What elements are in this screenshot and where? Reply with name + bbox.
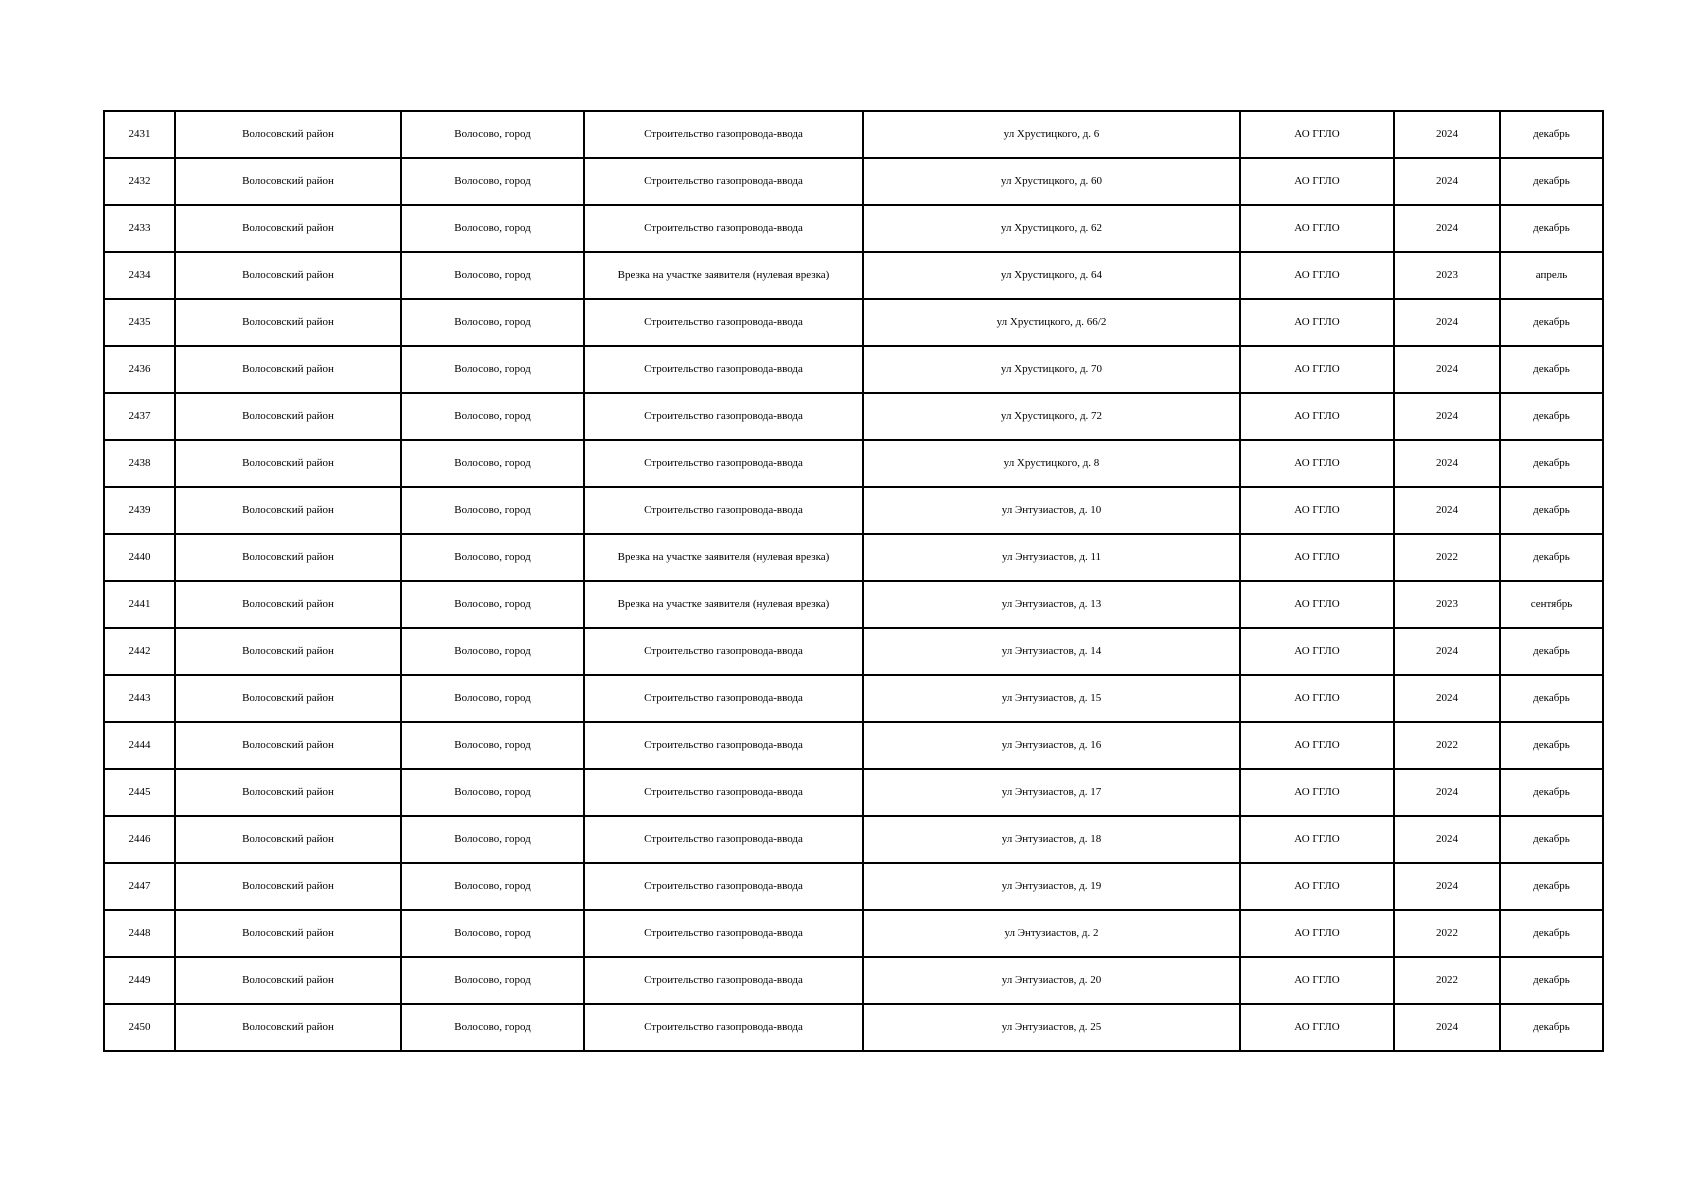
month-cell: сентябрь	[1500, 581, 1603, 628]
work-type-cell: Врезка на участке заявителя (нулевая врезка)	[584, 534, 863, 581]
address-cell: ул Хрустицкого, д. 70	[863, 346, 1240, 393]
address-cell: ул Энтузиастов, д. 15	[863, 675, 1240, 722]
row-number-cell: 2434	[104, 252, 175, 299]
address-cell: ул Энтузиастов, д. 17	[863, 769, 1240, 816]
organization-cell: АО ГГЛО	[1240, 440, 1394, 487]
month-cell: декабрь	[1500, 816, 1603, 863]
year-cell: 2024	[1394, 863, 1500, 910]
district-cell: Волосовский район	[175, 440, 401, 487]
table-row	[104, 863, 1603, 910]
table-row	[104, 910, 1603, 957]
settlement-cell: Волосово, город	[401, 675, 584, 722]
row-number-cell: 2431	[104, 111, 175, 158]
work-type-cell: Строительство газопровода-ввода	[584, 1004, 863, 1051]
address-cell: ул Хрустицкого, д. 64	[863, 252, 1240, 299]
settlement-cell: Волосово, город	[401, 910, 584, 957]
settlement-cell: Волосово, город	[401, 534, 584, 581]
settlement-cell: Волосово, город	[401, 863, 584, 910]
month-cell: декабрь	[1500, 769, 1603, 816]
table-row	[104, 252, 1603, 299]
district-cell: Волосовский район	[175, 769, 401, 816]
organization-cell: АО ГГЛО	[1240, 393, 1394, 440]
settlement-cell: Волосово, город	[401, 252, 584, 299]
district-cell: Волосовский район	[175, 487, 401, 534]
organization-cell: АО ГГЛО	[1240, 487, 1394, 534]
district-cell: Волосовский район	[175, 205, 401, 252]
month-cell: декабрь	[1500, 910, 1603, 957]
month-cell: декабрь	[1500, 487, 1603, 534]
table-row	[104, 487, 1603, 534]
year-cell: 2024	[1394, 1004, 1500, 1051]
row-number-cell: 2432	[104, 158, 175, 205]
table-row	[104, 158, 1603, 205]
organization-cell: АО ГГЛО	[1240, 534, 1394, 581]
settlement-cell: Волосово, город	[401, 816, 584, 863]
district-cell: Волосовский район	[175, 252, 401, 299]
work-type-cell: Строительство газопровода-ввода	[584, 440, 863, 487]
month-cell: декабрь	[1500, 111, 1603, 158]
organization-cell: АО ГГЛО	[1240, 722, 1394, 769]
settlement-cell: Волосово, город	[401, 158, 584, 205]
work-type-cell: Строительство газопровода-ввода	[584, 628, 863, 675]
work-type-cell: Строительство газопровода-ввода	[584, 111, 863, 158]
table-row	[104, 957, 1603, 1004]
year-cell: 2024	[1394, 393, 1500, 440]
district-cell: Волосовский район	[175, 534, 401, 581]
settlement-cell: Волосово, город	[401, 769, 584, 816]
year-cell: 2024	[1394, 769, 1500, 816]
district-cell: Волосовский район	[175, 863, 401, 910]
year-cell: 2024	[1394, 346, 1500, 393]
row-number-cell: 2448	[104, 910, 175, 957]
address-cell: ул Энтузиастов, д. 18	[863, 816, 1240, 863]
district-cell: Волосовский район	[175, 675, 401, 722]
district-cell: Волосовский район	[175, 910, 401, 957]
settlement-cell: Волосово, город	[401, 957, 584, 1004]
row-number-cell: 2440	[104, 534, 175, 581]
work-type-cell: Строительство газопровода-ввода	[584, 158, 863, 205]
work-type-cell: Строительство газопровода-ввода	[584, 393, 863, 440]
address-cell: ул Хрустицкого, д. 8	[863, 440, 1240, 487]
settlement-cell: Волосово, город	[401, 111, 584, 158]
month-cell: декабрь	[1500, 863, 1603, 910]
work-type-cell: Строительство газопровода-ввода	[584, 957, 863, 1004]
year-cell: 2022	[1394, 722, 1500, 769]
month-cell: декабрь	[1500, 440, 1603, 487]
settlement-cell: Волосово, город	[401, 393, 584, 440]
table-row	[104, 299, 1603, 346]
organization-cell: АО ГГЛО	[1240, 910, 1394, 957]
row-number-cell: 2433	[104, 205, 175, 252]
address-cell: ул Энтузиастов, д. 14	[863, 628, 1240, 675]
settlement-cell: Волосово, город	[401, 487, 584, 534]
row-number-cell: 2441	[104, 581, 175, 628]
organization-cell: АО ГГЛО	[1240, 299, 1394, 346]
address-cell: ул Энтузиастов, д. 10	[863, 487, 1240, 534]
year-cell: 2024	[1394, 628, 1500, 675]
table-row	[104, 769, 1603, 816]
work-type-cell: Строительство газопровода-ввода	[584, 346, 863, 393]
work-type-cell: Строительство газопровода-ввода	[584, 910, 863, 957]
month-cell: декабрь	[1500, 1004, 1603, 1051]
row-number-cell: 2449	[104, 957, 175, 1004]
row-number-cell: 2436	[104, 346, 175, 393]
row-number-cell: 2438	[104, 440, 175, 487]
settlement-cell: Волосово, город	[401, 628, 584, 675]
address-cell: ул Энтузиастов, д. 11	[863, 534, 1240, 581]
organization-cell: АО ГГЛО	[1240, 346, 1394, 393]
district-cell: Волосовский район	[175, 722, 401, 769]
address-cell: ул Хрустицкого, д. 66/2	[863, 299, 1240, 346]
organization-cell: АО ГГЛО	[1240, 1004, 1394, 1051]
address-cell: ул Хрустицкого, д. 62	[863, 205, 1240, 252]
work-type-cell: Строительство газопровода-ввода	[584, 722, 863, 769]
row-number-cell: 2450	[104, 1004, 175, 1051]
organization-cell: АО ГГЛО	[1240, 252, 1394, 299]
row-number-cell: 2442	[104, 628, 175, 675]
work-type-cell: Строительство газопровода-ввода	[584, 769, 863, 816]
table-body	[104, 111, 1603, 1051]
month-cell: декабрь	[1500, 299, 1603, 346]
month-cell: декабрь	[1500, 675, 1603, 722]
work-type-cell: Строительство газопровода-ввода	[584, 299, 863, 346]
work-type-cell: Строительство газопровода-ввода	[584, 863, 863, 910]
table-row	[104, 346, 1603, 393]
table-row	[104, 393, 1603, 440]
address-cell: ул Энтузиастов, д. 19	[863, 863, 1240, 910]
table-row	[104, 440, 1603, 487]
settlement-cell: Волосово, город	[401, 205, 584, 252]
address-cell: ул Энтузиастов, д. 16	[863, 722, 1240, 769]
table-row	[104, 628, 1603, 675]
work-type-cell: Строительство газопровода-ввода	[584, 487, 863, 534]
row-number-cell: 2446	[104, 816, 175, 863]
address-cell: ул Энтузиастов, д. 2	[863, 910, 1240, 957]
month-cell: декабрь	[1500, 205, 1603, 252]
district-cell: Волосовский район	[175, 628, 401, 675]
table-row	[104, 534, 1603, 581]
year-cell: 2023	[1394, 581, 1500, 628]
table-row	[104, 205, 1603, 252]
district-cell: Волосовский район	[175, 816, 401, 863]
year-cell: 2023	[1394, 252, 1500, 299]
month-cell: декабрь	[1500, 346, 1603, 393]
district-cell: Волосовский район	[175, 393, 401, 440]
year-cell: 2022	[1394, 534, 1500, 581]
year-cell: 2024	[1394, 158, 1500, 205]
year-cell: 2024	[1394, 487, 1500, 534]
district-cell: Волосовский район	[175, 111, 401, 158]
organization-cell: АО ГГЛО	[1240, 675, 1394, 722]
year-cell: 2022	[1394, 957, 1500, 1004]
row-number-cell: 2437	[104, 393, 175, 440]
year-cell: 2024	[1394, 205, 1500, 252]
address-cell: ул Энтузиастов, д. 20	[863, 957, 1240, 1004]
address-cell: ул Энтузиастов, д. 25	[863, 1004, 1240, 1051]
month-cell: декабрь	[1500, 393, 1603, 440]
row-number-cell: 2443	[104, 675, 175, 722]
settlement-cell: Волосово, город	[401, 1004, 584, 1051]
organization-cell: АО ГГЛО	[1240, 111, 1394, 158]
gas-connection-table	[103, 110, 1604, 1052]
district-cell: Волосовский район	[175, 158, 401, 205]
year-cell: 2024	[1394, 675, 1500, 722]
settlement-cell: Волосово, город	[401, 299, 584, 346]
district-cell: Волосовский район	[175, 346, 401, 393]
year-cell: 2024	[1394, 299, 1500, 346]
address-cell: ул Хрустицкого, д. 72	[863, 393, 1240, 440]
month-cell: декабрь	[1500, 722, 1603, 769]
organization-cell: АО ГГЛО	[1240, 816, 1394, 863]
year-cell: 2024	[1394, 440, 1500, 487]
work-type-cell: Строительство газопровода-ввода	[584, 205, 863, 252]
row-number-cell: 2447	[104, 863, 175, 910]
district-cell: Волосовский район	[175, 581, 401, 628]
address-cell: ул Хрустицкого, д. 60	[863, 158, 1240, 205]
district-cell: Волосовский район	[175, 299, 401, 346]
district-cell: Волосовский район	[175, 1004, 401, 1051]
year-cell: 2022	[1394, 910, 1500, 957]
month-cell: апрель	[1500, 252, 1603, 299]
table-row	[104, 111, 1603, 158]
table-row	[104, 722, 1603, 769]
address-cell: ул Хрустицкого, д. 6	[863, 111, 1240, 158]
work-type-cell: Врезка на участке заявителя (нулевая врезка)	[584, 581, 863, 628]
year-cell: 2024	[1394, 111, 1500, 158]
row-number-cell: 2445	[104, 769, 175, 816]
address-cell: ул Энтузиастов, д. 13	[863, 581, 1240, 628]
month-cell: декабрь	[1500, 534, 1603, 581]
month-cell: декабрь	[1500, 957, 1603, 1004]
settlement-cell: Волосово, город	[401, 346, 584, 393]
table-row	[104, 1004, 1603, 1051]
work-type-cell: Врезка на участке заявителя (нулевая врезка)	[584, 252, 863, 299]
month-cell: декабрь	[1500, 628, 1603, 675]
organization-cell: АО ГГЛО	[1240, 957, 1394, 1004]
organization-cell: АО ГГЛО	[1240, 628, 1394, 675]
organization-cell: АО ГГЛО	[1240, 158, 1394, 205]
work-type-cell: Строительство газопровода-ввода	[584, 816, 863, 863]
organization-cell: АО ГГЛО	[1240, 863, 1394, 910]
work-type-cell: Строительство газопровода-ввода	[584, 675, 863, 722]
row-number-cell: 2444	[104, 722, 175, 769]
settlement-cell: Волосово, город	[401, 722, 584, 769]
table-row	[104, 675, 1603, 722]
organization-cell: АО ГГЛО	[1240, 769, 1394, 816]
row-number-cell: 2435	[104, 299, 175, 346]
table-row	[104, 581, 1603, 628]
organization-cell: АО ГГЛО	[1240, 581, 1394, 628]
row-number-cell: 2439	[104, 487, 175, 534]
table-row	[104, 816, 1603, 863]
year-cell: 2024	[1394, 816, 1500, 863]
settlement-cell: Волосово, город	[401, 440, 584, 487]
district-cell: Волосовский район	[175, 957, 401, 1004]
settlement-cell: Волосово, город	[401, 581, 584, 628]
month-cell: декабрь	[1500, 158, 1603, 205]
organization-cell: АО ГГЛО	[1240, 205, 1394, 252]
